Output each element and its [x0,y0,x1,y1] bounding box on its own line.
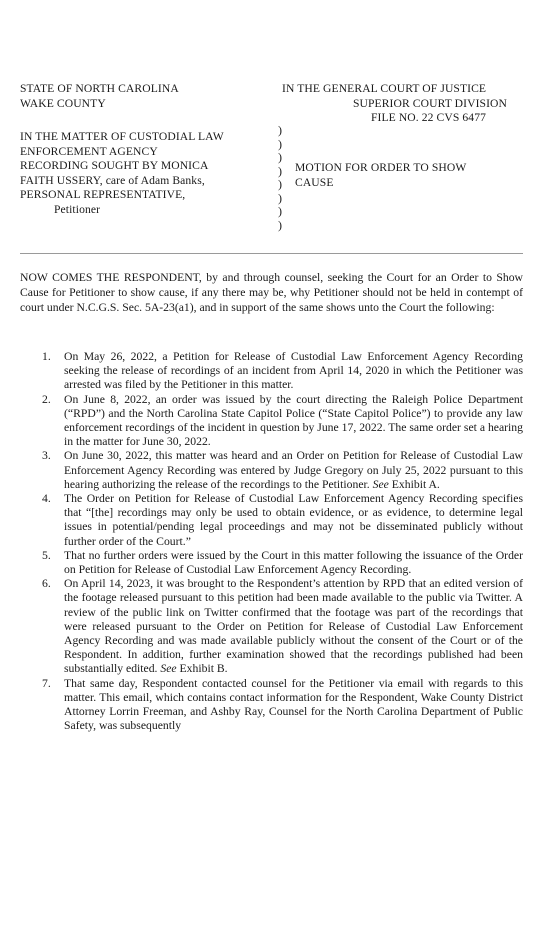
case-caption [20,130,280,217]
item-text: The Order on Petition for Release of Custodial Law Enforcement Agency Recording specifies that “[the] recordings may only be used to obtain evidence, or as evidence, to determine legal issues in potential/pending legal proceedings and may not be disseminated publicly without further order of the Court.” [64,492,523,548]
item-number: 5. [42,548,51,562]
item-text: On May 26, 2022, a Petition for Release of Custodial Law Enforcement Agency Recording seeking the release of recordings of an incident from April 14, 2020 in which the Petitioner was arrested was filed by the Petitioner in this matter. [64,350,523,392]
paren: ) [278,177,282,191]
item-text: That no further orders were issued by the Court in this matter following the issuance of the Order on Petition for Release of Custodial Law Enforcement Agency Recording. [64,548,523,577]
list-item [20,577,523,676]
see-signal: See [372,477,389,491]
caption-parens [278,124,282,232]
paren: ) [278,163,282,178]
court-line: IN THE GENERAL COURT OF JUSTICE [282,82,487,95]
exhibit-ref: Exhibit B. [176,662,228,676]
paren: ) [278,204,282,218]
county-line: WAKE COUNTY [20,96,106,110]
list-item [20,677,523,734]
paren: ) [278,190,282,205]
list-item [20,449,523,492]
item-text: On April 14, 2023, it was brought to the Respondent’s attention by RPD that an edited version of the footage released pursuant to this petition had been made available to the public via Twitter. A review of the public link on Twitter confirmed that the footage was part of the recordings that were released pursuant to the Order on Petition for Release of Custodial Law Enforcement Agency Recording and was made available publicly without the consent of the Court or of the Respondent. In addition, further examination showed that the recordings published had been substantially edited. [64,577,523,676]
item-text: On June 30, 2022, this matter was heard and an Order on Petition for Release of Custodial Law Enforcement Agency Recording was entered by Judge Gregory on July 25, 2022 pursuant to this hearing authorizing the release of the recordings to the Petitioner. [64,449,523,491]
motion-title [295,161,515,190]
intro-paragraph: NOW COMES THE RESPONDENT, by and through counsel, seeking the Court for an Order to Show Cause for Petitioner to show cause, if any there may be, why Petitioner should not be held in contempt of court under N.C.G.S. Sec. 5A-23(a1), and in support of the same shows unto the Court the following: [20,271,523,315]
state-line: STATE OF NORTH CAROLINA [20,82,179,95]
petitioner-label: Petitioner [54,202,101,216]
item-text: That same day, Respondent contacted counsel for the Petitioner via email with regards to this matter. This email, which contains contact information for the Respondent, Wake County District Attorney Lorrin Freeman, and Ashby Ray, Counsel for the North Carolina Department of Public Safety, was subsequently [64,676,523,733]
exhibit-ref: Exhibit A. [388,477,440,491]
caption-line: IN THE MATTER OF CUSTODIAL LAW [20,130,224,143]
see-signal: See [160,662,177,676]
item-number: 6. [42,577,51,591]
item-number: 3. [42,449,51,463]
item-text: On June 8, 2022, an order was issued by the court directing the Raleigh Police Department (“RPD”) and the North Carolina State Capitol Police (“State Capitol Police”) to provide any law enforcement recordings of the incident in question by June 17, 2022. The same order set a hearing in the matter for June 30, 2022. [64,392,523,449]
paren: ) [278,217,282,232]
list-item [20,393,523,450]
item-number: 2. [42,392,51,406]
numbered-paragraphs [20,350,523,733]
caption-line: RECORDING SOUGHT BY MONICA [20,159,209,172]
item-number: 4. [42,492,51,506]
division-line: SUPERIOR COURT DIVISION [352,96,507,110]
caption-line: PERSONAL REPRESENTATIVE, [20,188,186,201]
file-number: FILE NO. 22 CVS 6477 [370,111,486,124]
state-county-header [20,82,179,111]
list-item [20,492,523,549]
paren: ) [278,123,282,137]
item-number: 7. [42,676,51,690]
paren: ) [278,136,282,151]
list-item [20,549,523,577]
motion-title-line: CAUSE [295,175,334,189]
paren: ) [278,150,282,164]
list-item [20,350,523,393]
court-header [282,82,523,126]
motion-title-line: MOTION FOR ORDER TO SHOW [295,161,467,174]
item-number: 1. [42,350,51,363]
header-divider [20,253,523,254]
caption-line: ENFORCEMENT AGENCY [20,144,158,158]
caption-line: FAITH USSERY, care of Adam Banks, [20,173,205,187]
